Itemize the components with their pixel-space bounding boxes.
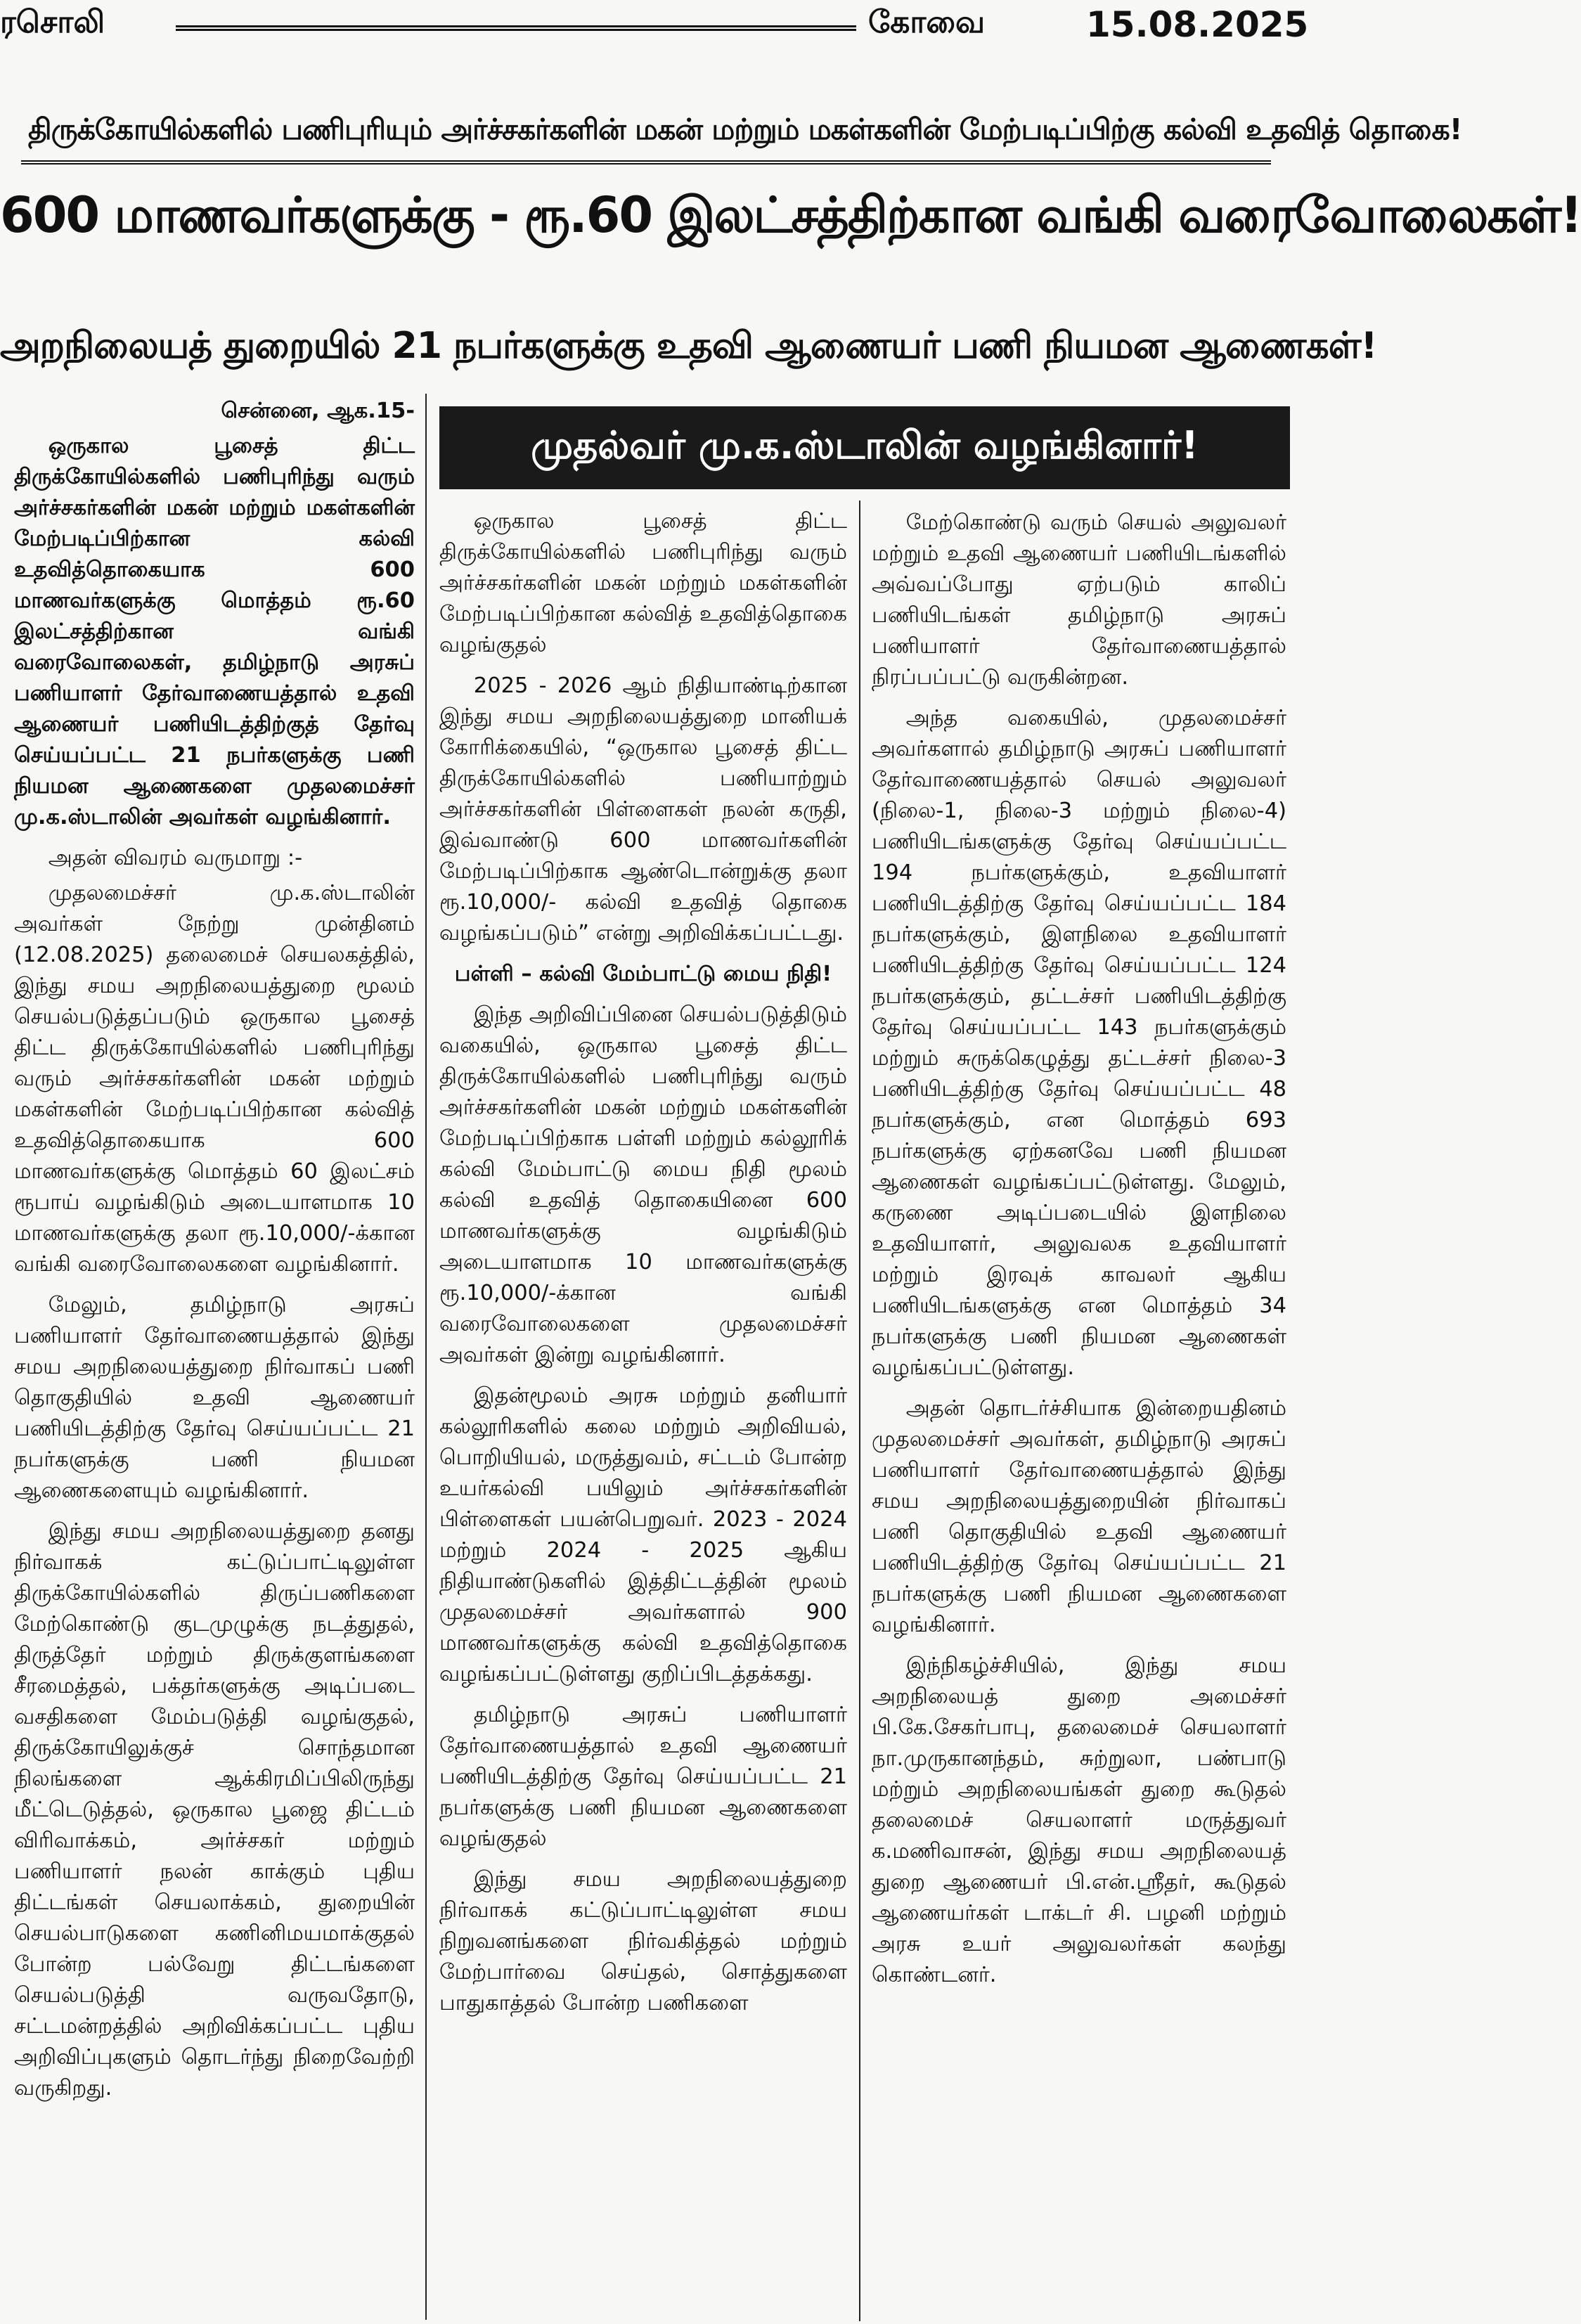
body-paragraph: 2025 - 2026 ஆம் நிதியாண்டிற்கான இந்து சமய அறநிலையத்துறை மானியக் கோரிக்கையில், “ஒருகால பூசைத் திட்ட திருக்கோயில்களில் பணியாற்றும் அர்ச்சகர்களின் பிள்ளைகள் நலன் கருதி, இவ்வாண்டு 600 மாணவர்களின் மேற்படிப்பிற்காக ஆண்டொன்றுக்கு தலா ரூ.10,000/- கல்வி உதவித் தொகை வழங்கப்படும்” என்று அறிவிக்கப்பட்டது.	[439, 673, 847, 945]
column-divider	[859, 501, 860, 2321]
body-paragraph: மேலும், தமிழ்நாடு அரசுப் பணியாளர் தேர்வாணையத்தால் இந்து சமய அறநிலையத்துறை நிர்வாகப் பணி தொகுதியில் உதவி ஆணையர் பணியிடத்திற்கு தேர்வு செய்யப்பட்ட 21 நபர்களுக்கு பணி நியமன ஆணைகளையும் வழங்கினார்.	[14, 1293, 415, 1503]
article-column-3	[872, 508, 1286, 2001]
kicker-headline: திருக்கோயில்களில் பணிபுரியும் அர்ச்சகர்களின் மகன் மற்றும் மகள்களின் மேற்படிப்பிற்கு கல்வி உதவித் தொகை!	[28, 112, 1462, 146]
body-paragraph: ஒருகால பூசைத் திட்ட திருக்கோயில்களில் பணிபுரிந்து வரும் அர்ச்சகர்களின் மகன் மற்றும் மகள்களின் மேற்படிப்பிற்கான கல்வித் உதவித்தொகை வழங்குதல்	[439, 509, 847, 657]
banner-headline: முதல்வர் மு.க.ஸ்டாலின் வழங்கினார்!	[439, 406, 1290, 489]
body-paragraph: இந்து சமய அறநிலையத்துறை தனது நிர்வாகக் கட்டுப்பாட்டிலுள்ள திருக்கோயில்களில் திருப்பணிகளை மேற்கொண்டு குடமுழுக்கு நடத்துதல், திருத்தேர் மற்றும் திருக்குளங்களை சீரமைத்தல், பக்தர்களுக்கு அடிப்படை வசதிகளை மேம்படுத்தி வழங்குதல், திருக்கோயிலுக்குச் சொந்தமான நிலங்களை ஆக்கிரமிப்பிலிருந்து மீட்டெடுத்தல், ஒருகால பூஜை திட்டம் விரிவாக்கம், அர்ச்சகர் மற்றும் பணியாளர் நலன் காக்கும் புதிய திட்டங்கள் செயலாக்கம், துறையின் செயல்பாடுகளை கணினிமயமாக்குதல் போன்ற பல்வேறு திட்டங்களை செயல்படுத்தி வருவதோடு, சட்டமன்றத்தில் அறிவிக்கப்பட்ட புதிய அறிவிப்புகளும் தொடர்ந்து நிறைவேற்றி வருகிறது.	[14, 1519, 415, 2100]
lead-paragraph: ஒருகால பூசைத் திட்ட திருக்கோயில்களில் பணிபுரிந்து வரும் அர்ச்சகர்களின் மகன் மற்றும் மகள்களின் மேற்படிப்பிற்கான கல்வி உதவித்தொகையாக 600 மாணவர்களுக்கு மொத்தம் ரூ.60 இலட்சத்திற்கான வங்கி வரைவோலைகள், தமிழ்நாடு அரசுப் பணியாளர் தேர்வாணையத்தால் உதவி ஆணையர் பணியிடத்திற்குத் தேர்வு செய்யப்பட்ட 21 நபர்களுக்கு பணி நியமன ஆணைகளை முதலமைச்சர் மு.க.ஸ்டாலின் அவர்கள் வழங்கினார்.	[14, 434, 415, 829]
body-paragraph: இந்து சமய அறநிலையத்துறை நிர்வாகக் கட்டுப்பாட்டிலுள்ள சமய நிறுவனங்களை நிர்வகித்தல் மற்றும் மேற்பார்வை செய்தல், சொத்துகளை பாதுகாத்தல் போன்ற பணிகளை	[439, 1867, 847, 2015]
dateline: சென்னை, ஆக.15-	[221, 399, 415, 423]
intro-line: அதன் விவரம் வருமாறு :-	[48, 846, 303, 870]
body-paragraph: தமிழ்நாடு அரசுப் பணியாளர் தேர்வாணையத்தால் உதவி ஆணையர் பணியிடத்திற்கு தேர்வு செய்யப்பட்ட 21 நபர்களுக்கு பணி நியமன ஆணைகளை வழங்குதல்	[439, 1703, 847, 1851]
edition-date: 15.08.2025	[1086, 4, 1309, 45]
crosshead: பள்ளி – கல்வி மேம்பாட்டு மைய நிதி!	[454, 962, 832, 986]
article-column-1	[14, 396, 415, 2114]
body-paragraph: இதன்மூலம் அரசு மற்றும் தனியார் கல்லூரிகளில் கலை மற்றும் அறிவியல், பொறியியல், மருத்துவம், சட்டம் போன்ற உயர்கல்வி பயிலும் அர்ச்சகர்களின் பிள்ளைகள் பயன்பெறுவர். 2023 - 2024 மற்றும் 2024 - 2025 ஆகிய நிதியாண்டுகளில் இத்திட்டத்தின் மூலம் முதலமைச்சர் அவர்களால் 900 மாணவர்களுக்கு கல்வி உதவித்தொகை வழங்கப்பட்டுள்ளது குறிப்பிடத்தக்கது.	[439, 1383, 847, 1686]
body-paragraph: மேற்கொண்டு வரும் செயல் அலுவலர் மற்றும் உதவி ஆணையர் பணியிடங்களில் அவ்வப்போது ஏற்படும் காலிப் பணியிடங்கள் தமிழ்நாடு அரசுப் பணியாளர் தேர்வாணையத்தால் நிரப்பப்பட்டு வருகின்றன.	[872, 510, 1286, 690]
kicker-rule	[21, 160, 1271, 164]
edition-city: கோவை	[868, 4, 986, 40]
sub-headline: அறநிலையத் துறையில் 21 நபர்களுக்கு உதவி ஆணையர் பணி நியமன ஆணைகள்!	[0, 325, 1377, 367]
article-column-2	[439, 506, 847, 2029]
body-paragraph: இந்த அறிவிப்பினை செயல்படுத்திடும் வகையில், ஒருகால பூசைத் திட்ட திருக்கோயில்களில் பணிபுரிந்து வரும் அர்ச்சகர்களின் மகன் மற்றும் மகள்களின் மேற்படிப்பிற்காக பள்ளி மற்றும் கல்லூரிக் கல்வி மேம்பாட்டு மைய நிதி மூலம் கல்வி உதவித் தொகையினை 600 மாணவர்களுக்கு வழங்கிடும் அடையாளமாக 10 மாணவர்களுக்கு ரூ.10,000/-க்கான வங்கி வரைவோலைகளை முதலமைச்சர் அவர்கள் இன்று வழங்கினார்.	[439, 1002, 847, 1367]
paper-name: ரசொலி	[0, 4, 105, 40]
masthead-rule	[176, 25, 856, 31]
column-divider	[425, 394, 427, 2320]
masthead	[0, 0, 1309, 55]
body-paragraph: அதன் தொடர்ச்சியாக இன்றையதினம் முதலமைச்சர் அவர்கள், தமிழ்நாடு அரசுப் பணியாளர் தேர்வாணையத்தால் இந்து சமய அறநிலையத்துறையின் நிர்வாகப் பணி தொகுதியில் உதவி ஆணையர் பணியிடத்திற்கு தேர்வு செய்யப்பட்ட 21 நபர்களுக்கு பணி நியமன ஆணைகளை வழங்கினார்.	[872, 1396, 1286, 1637]
body-paragraph: இந்நிகழ்ச்சியில், இந்து சமய அறநிலையத் துறை அமைச்சர் பி.கே.சேகர்பாபு, தலைமைச் செயலாளர் நா.முருகானந்தம், சுற்றுலா, பண்பாடு மற்றும் அறநிலையங்கள் துறை கூடுதல் தலைமைச் செயலாளர் மருத்துவர் க.மணிவாசன், இந்து சமய அறநிலையத் துறை ஆணையர் பி.என்.ஸ்ரீதர், கூடுதல் ஆணையர்கள் டாக்டர் சி. பழனி மற்றும் அரசு உயர் அலுவலர்கள் கலந்து கொண்டனர்.	[872, 1653, 1286, 1987]
body-paragraph: அந்த வகையில், முதலமைச்சர் அவர்களால் தமிழ்நாடு அரசுப் பணியாளர் தேர்வாணையத்தால் செயல் அலுவலர் (நிலை-1, நிலை-3 மற்றும் நிலை-4) பணியிடங்களுக்கு தேர்வு செய்யப்பட்ட 194 நபர்களுக்கும், உதவியாளர் பணியிடத்திற்கு தேர்வு செய்யப்பட்ட 184 நபர்களுக்கும், இளநிலை உதவியாளர் பணியிடத்திற்கு தேர்வு செய்யப்பட்ட 124 நபர்களுக்கும், தட்டச்சர் பணியிடத்திற்கு தேர்வு செய்யப்பட்ட 143 நபர்களுக்கும் மற்றும் சுருக்கெழுத்து தட்டச்சர் நிலை-3 பணியிடத்திற்கு தேர்வு செய்யப்பட்ட 48 நபர்களுக்கும், என மொத்தம் 693 நபர்களுக்கு ஏற்கனவே பணி நியமன ஆணைகள் வழங்கப்பட்டுள்ளது. மேலும், கருணை அடிப்படையில் இளநிலை உதவியாளர், அலுவலக உதவியாளர் மற்றும் இரவுக் காவலர் ஆகிய பணியிடங்களுக்கு என மொத்தம் 34 நபர்களுக்கு பணி நியமன ஆணைகள் வழங்கப்பட்டுள்ளது.	[872, 706, 1286, 1380]
main-headline: 600 மாணவர்களுக்கு - ரூ.60 இலட்சத்திற்கான வங்கி வரைவோலைகள்!	[0, 186, 1581, 244]
body-paragraph: முதலமைச்சர் மு.க.ஸ்டாலின் அவர்கள் நேற்று முன்தினம் (12.08.2025) தலைமைச் செயலகத்தில், இந்து சமய அறநிலையத்துறை மூலம் செயல்படுத்தப்படும் ஒருகால பூசைத் திட்ட திருக்கோயில்களில் பணிபுரிந்து வரும் அர்ச்சகர்களின் மகன் மற்றும் மகள்களின் மேற்படிப்பிற்கான கல்வித் உதவித்தொகையாக 600 மாணவர்களுக்கு மொத்தம் 60 இலட்சம் ரூபாய் வழங்கிடும் அடையாளமாக 10 மாணவர்களுக்கு தலா ரூ.10,000/-க்கான வங்கி வரைவோலைகளை வழங்கினார்.	[14, 881, 415, 1277]
